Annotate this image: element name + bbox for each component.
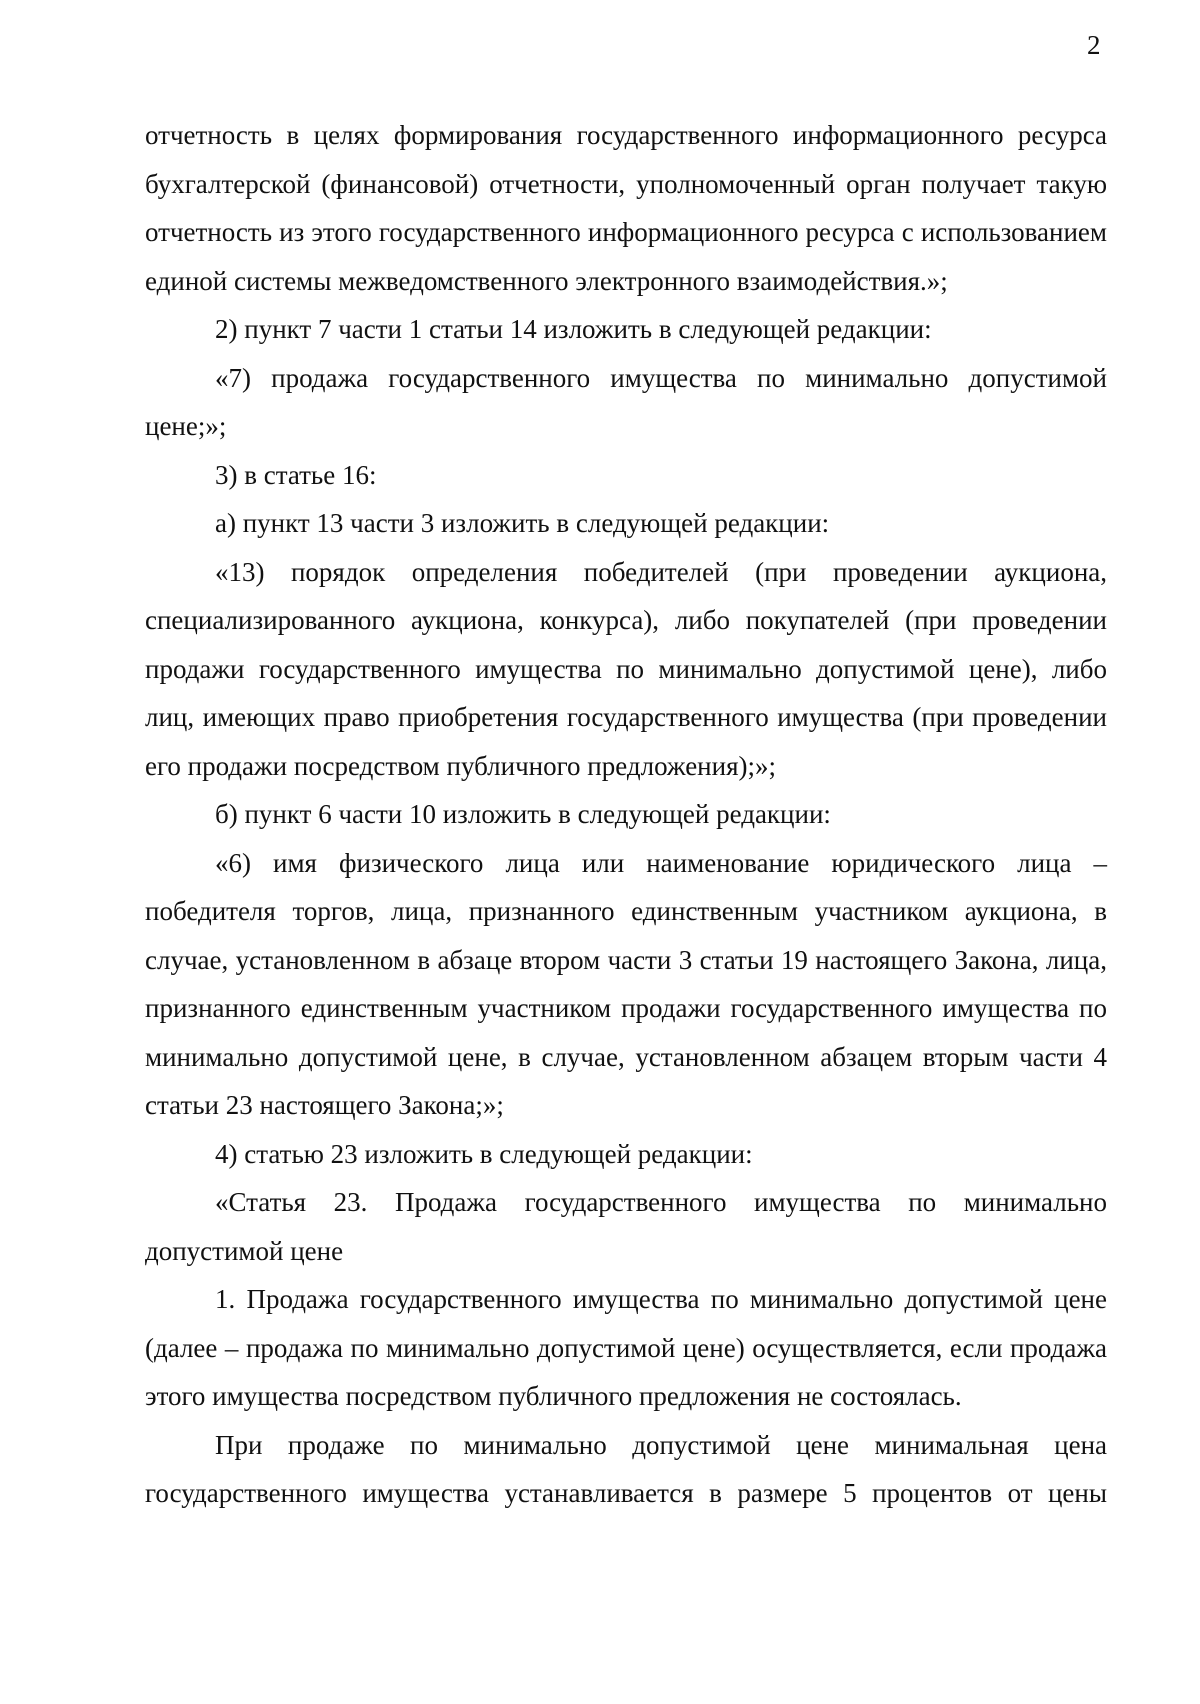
paragraph-item-2: 2) пункт 7 части 1 статьи 14 изложить в следующей редакции: bbox=[215, 314, 932, 344]
page-number: 2 bbox=[1087, 30, 1101, 60]
paragraph-article-23-title: «Статья 23. Продажа государственного имущества по минимально допустимой цене bbox=[145, 1187, 1107, 1266]
paragraph-quote-item-6: «6) имя физического лица или наименование юридического лица – победителя торгов, лица, признанного единственным участником аукциона, в случае, установленном в абзаце втором части 3 статьи 19 настоящего Закона, лица, признанного единственным участником продажи государственного имущества по минимально допустимой цене, в случае, установленном абзацем вторым части 4 статьи 23 настоящего Закона;»; bbox=[145, 847, 1107, 1120]
paragraph-subitem-b: б) пункт 6 части 10 изложить в следующей редакции: bbox=[215, 799, 831, 829]
paragraph-quote-item-7: «7) продажа государственного имущества по минимально допустимой цене;»; bbox=[145, 362, 1107, 441]
document-body bbox=[145, 111, 1107, 1518]
paragraph-subitem-a: а) пункт 13 части 3 изложить в следующей редакции: bbox=[215, 508, 830, 538]
paragraph-item-3: 3) в статье 16: bbox=[215, 459, 377, 490]
paragraph-item-4: 4) статью 23 изложить в следующей редакции: bbox=[215, 1138, 753, 1169]
paragraph-minimum-price: При продаже по минимально допустимой цене минимальная цена государственного имущества устанавливается в размере 5 процентов от цены bbox=[145, 1429, 1107, 1508]
paragraph-continuation: отчетность в целях формирования государственного информационного ресурса бухгалтерской (финансовой) отчетности, уполномоченный орган получает такую отчетность из этого государственного информационного ресурса с использованием единой системы межведомственного электронного взаимодействия.»; bbox=[145, 120, 1107, 296]
paragraph-article-23-part-1: 1. Продажа государственного имущества по минимально допустимой цене (далее – продажа по минимально допустимой цене) осуществляется, если продажа этого имущества посредством публичного предложения не состоялась. bbox=[145, 1284, 1107, 1411]
paragraph-quote-item-13: «13) порядок определения победителей (при проведении аукциона, специализированного аукциона, конкурса), либо покупателей (при проведении продажи государственного имущества по минимально допустимой цене), либо лиц, имеющих право приобретения государственного имущества (при проведении его продажи посредством публичного предложения);»; bbox=[145, 556, 1107, 781]
